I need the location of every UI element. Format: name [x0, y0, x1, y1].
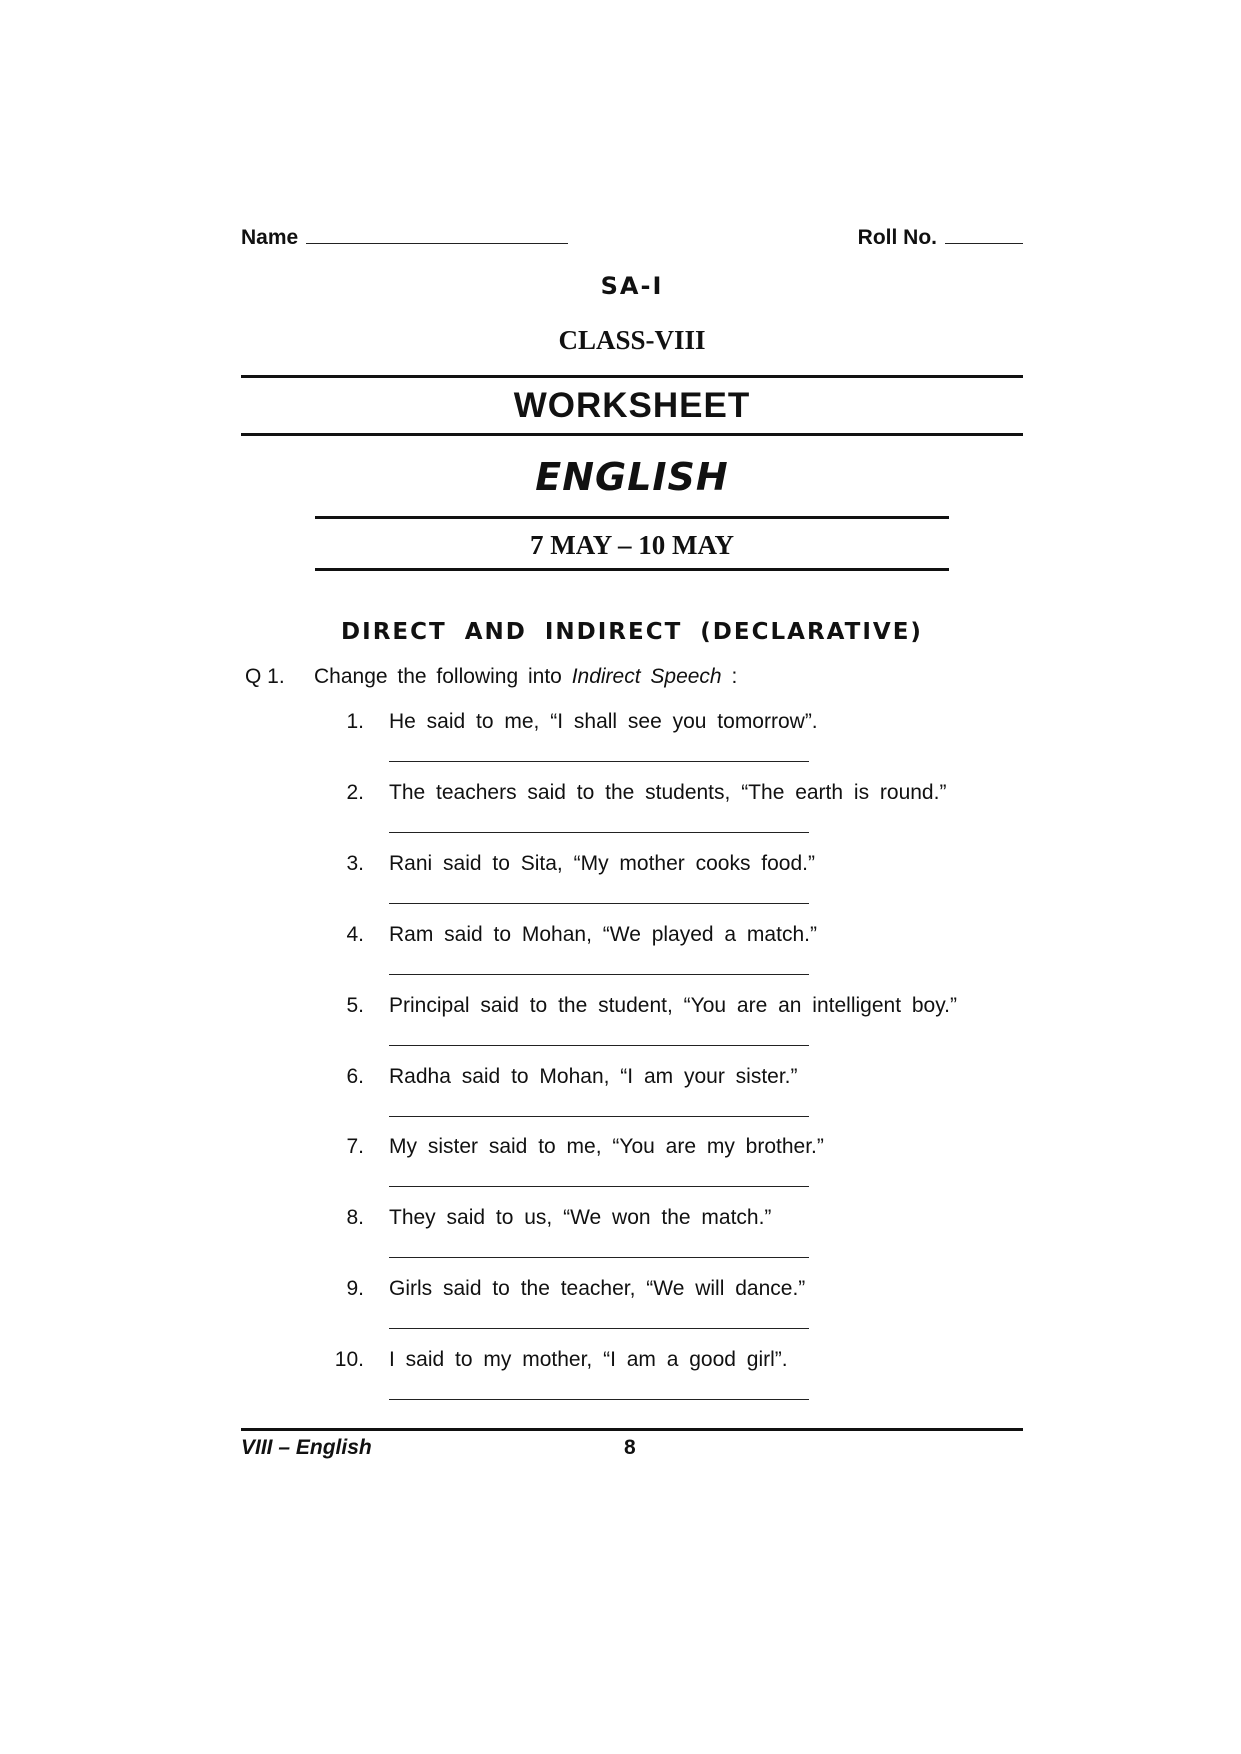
answer-line[interactable] [389, 1185, 809, 1187]
item-number: 6. [346, 1065, 364, 1088]
item-number: 1. [346, 710, 364, 733]
item-number: 8. [346, 1206, 364, 1229]
divider [315, 568, 949, 571]
item-sentence: Girls said to the teacher, “We will dance.” [389, 1277, 806, 1300]
question-number: Q 1. [245, 665, 285, 688]
name-blank-line[interactable] [306, 242, 568, 244]
list-item [300, 1206, 1000, 1266]
divider [315, 516, 949, 519]
question-instruction: Change the following into [314, 665, 562, 688]
subject-title: ENGLISH [535, 455, 729, 499]
question-colon: : [731, 665, 738, 688]
name-field [241, 226, 568, 250]
answer-line[interactable] [389, 831, 809, 833]
answer-line[interactable] [389, 1398, 809, 1400]
page-number: 8 [624, 1436, 636, 1459]
list-item [300, 710, 1000, 770]
list-item [300, 994, 1000, 1054]
exam-title: SA-I [600, 272, 664, 300]
section-heading: DIRECT AND INDIRECT (DECLARATIVE) [341, 619, 923, 645]
item-number: 3. [346, 852, 364, 875]
worksheet-title: WORKSHEET [513, 386, 751, 425]
footer-divider [241, 1428, 1023, 1431]
item-number: 5. [346, 994, 364, 1017]
list-item [300, 923, 1000, 983]
item-number: 4. [346, 923, 364, 946]
class-title: CLASS-VIII [558, 325, 706, 355]
date-range: 7 MAY – 10 MAY [529, 530, 734, 560]
item-sentence: I said to my mother, “I am a good girl”. [389, 1348, 788, 1371]
item-sentence: The teachers said to the students, “The earth is round.” [389, 781, 947, 804]
question-text [314, 665, 737, 689]
item-sentence: My sister said to me, “You are my brother.” [389, 1135, 824, 1158]
question-emphasis: Indirect Speech [571, 665, 722, 688]
answer-line[interactable] [389, 760, 809, 762]
item-sentence: Radha said to Mohan, “I am your sister.” [389, 1065, 798, 1088]
list-item [300, 852, 1000, 912]
item-sentence: They said to us, “We won the match.” [389, 1206, 772, 1229]
item-sentence: Rani said to Sita, “My mother cooks food.” [389, 852, 815, 875]
answer-line[interactable] [389, 1044, 809, 1046]
list-item [300, 1348, 1000, 1408]
answer-line[interactable] [389, 973, 809, 975]
divider [241, 433, 1023, 436]
item-sentence: He said to me, “I shall see you tomorrow”. [389, 710, 818, 733]
list-item [300, 781, 1000, 841]
roll-number-field [858, 226, 1023, 250]
answer-line[interactable] [389, 1256, 809, 1258]
roll-blank-line[interactable] [945, 242, 1023, 244]
item-number: 7. [346, 1135, 364, 1158]
list-item [300, 1277, 1000, 1337]
item-sentence: Ram said to Mohan, “We played a match.” [389, 923, 817, 946]
list-item [300, 1065, 1000, 1125]
answer-line[interactable] [389, 1327, 809, 1329]
footer-label: VIII – English [241, 1436, 372, 1459]
answer-line[interactable] [389, 902, 809, 904]
item-number: 2. [346, 781, 364, 804]
roll-label: Roll No. [857, 226, 937, 249]
name-label: Name [241, 226, 299, 249]
item-number: 9. [346, 1277, 364, 1300]
list-item [300, 1135, 1000, 1195]
item-number: 10. [334, 1348, 364, 1371]
item-sentence: Principal said to the student, “You are an intelligent boy.” [389, 994, 957, 1017]
divider [241, 375, 1023, 378]
answer-line[interactable] [389, 1115, 809, 1117]
